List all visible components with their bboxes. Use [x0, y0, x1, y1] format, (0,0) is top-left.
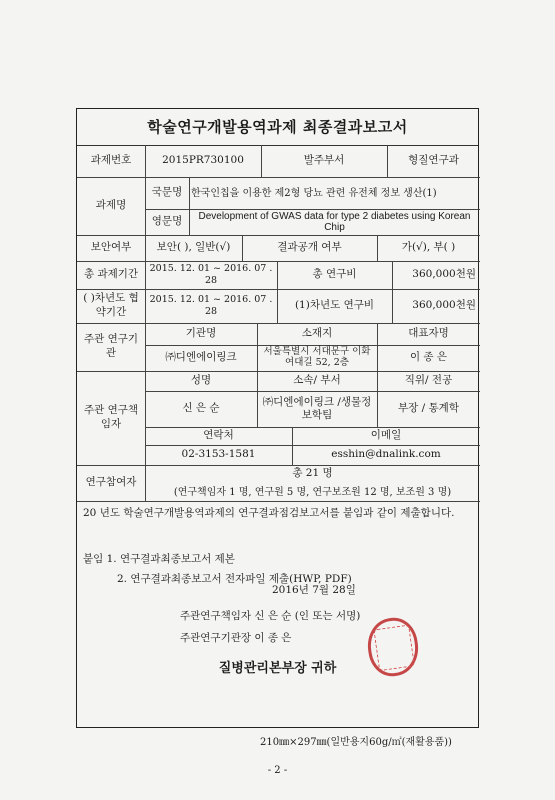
task-no-label: 과제번호: [90, 154, 132, 167]
submission-statement: 20 년도 학술연구개발용역과제의 연구결과점검보고서를 붙임과 같이 제출합니다.: [83, 507, 455, 519]
attachment-1: 붙임 1. 연구결과최종보고서 제본: [83, 553, 235, 565]
pi-position-header: 직위/ 전공: [404, 374, 453, 387]
total-cost-value: 360,000천원: [412, 268, 476, 281]
en-name-value: Development of GWAS data for type 2 diabetes using Korean Chip: [198, 210, 471, 233]
total-cost-label: 총 연구비: [312, 268, 357, 281]
task-no-value: 2015PR730100: [162, 154, 244, 167]
security-value: 보안( ), 일반(√): [156, 241, 231, 254]
participants-detail: (연구책임자 1 명, 연구원 5 명, 연구보조원 12 명, 보조원 3 명): [173, 486, 452, 498]
org-location-header: 소재지: [301, 327, 333, 340]
en-name-label: 영문명: [151, 215, 183, 228]
org-label: 주관 연구기관: [83, 333, 139, 359]
paper-spec-note: 210㎜×297㎜(일반용지60g/㎡(재활용품)): [260, 737, 452, 748]
pi-affil-header: 소속/ 부서: [293, 374, 341, 387]
participants-total: 총 21 명: [292, 467, 333, 480]
pi-position-value: 부장 / 통계학: [398, 402, 459, 415]
recipient-line: 질병관리본부장 귀하: [218, 661, 337, 676]
total-period-value: 2015. 12. 01 ~ 2016. 07 . 28: [149, 262, 273, 286]
kr-name-label: 국문명: [151, 186, 183, 199]
year-cost-value: 360,000천원: [412, 299, 476, 312]
org-name-value: ㈜디엔에이링크: [165, 351, 237, 364]
pi-label: 주관 연구책임자: [83, 404, 139, 430]
attachment-2: 2. 연구결과최종보고서 전자파일 제출(HWP, PDF): [117, 573, 352, 585]
disclosure-value: 가(√), 부( ): [401, 241, 456, 254]
org-location-value: 서울특별시 서대문구 이화여대길 52, 2층: [263, 346, 371, 368]
pi-affil-value: ㈜디엔에이링크 /생물정보학팀: [262, 395, 372, 421]
pi-signature-line: 주관연구책임자 신 은 순 (인 또는 서명): [180, 610, 361, 622]
pi-contact-header: 연락처: [203, 429, 234, 442]
report-title: 학술연구개발용역과제 최종결과보고서: [77, 109, 478, 146]
year-period-value: 2015. 12. 01 ~ 2016. 07 . 28: [149, 293, 273, 317]
pi-email-header: 이메일: [370, 429, 402, 442]
page-number: - 2 -: [267, 765, 288, 776]
year-cost-label: (1)차년도 연구비: [294, 299, 375, 312]
org-rep-value: 이 종 은: [409, 351, 448, 364]
year-agreement-label: ( )차년도 협약기간: [83, 292, 139, 318]
head-signature-line: 주관연구기관장 이 종 은: [180, 632, 292, 644]
ordering-dept-label: 발주부서: [303, 154, 345, 167]
ordering-dept-value: 형질연구과: [408, 154, 459, 167]
security-label: 보안여부: [90, 241, 132, 254]
pi-email-value: esshin@dnalink.com: [331, 448, 441, 461]
org-rep-header: 대표자명: [408, 327, 449, 340]
pi-name-header: 성명: [190, 374, 212, 387]
pi-phone-value: 02-3153-1581: [181, 448, 256, 461]
kr-name-value: 한국인칩을 이용한 제2형 당뇨 관련 유전체 정보 생산(1): [191, 187, 437, 199]
org-name-header: 기관명: [185, 327, 217, 340]
report-date: 2016년 7월 28일: [272, 584, 356, 596]
disclosure-label: 결과공개 여부: [277, 241, 342, 254]
participants-label: 연구참여자: [85, 476, 137, 489]
task-name-label: 과제명: [95, 199, 127, 212]
total-period-label: 총 과제기간: [83, 268, 139, 281]
pi-name-value: 신 은 순: [182, 402, 220, 415]
